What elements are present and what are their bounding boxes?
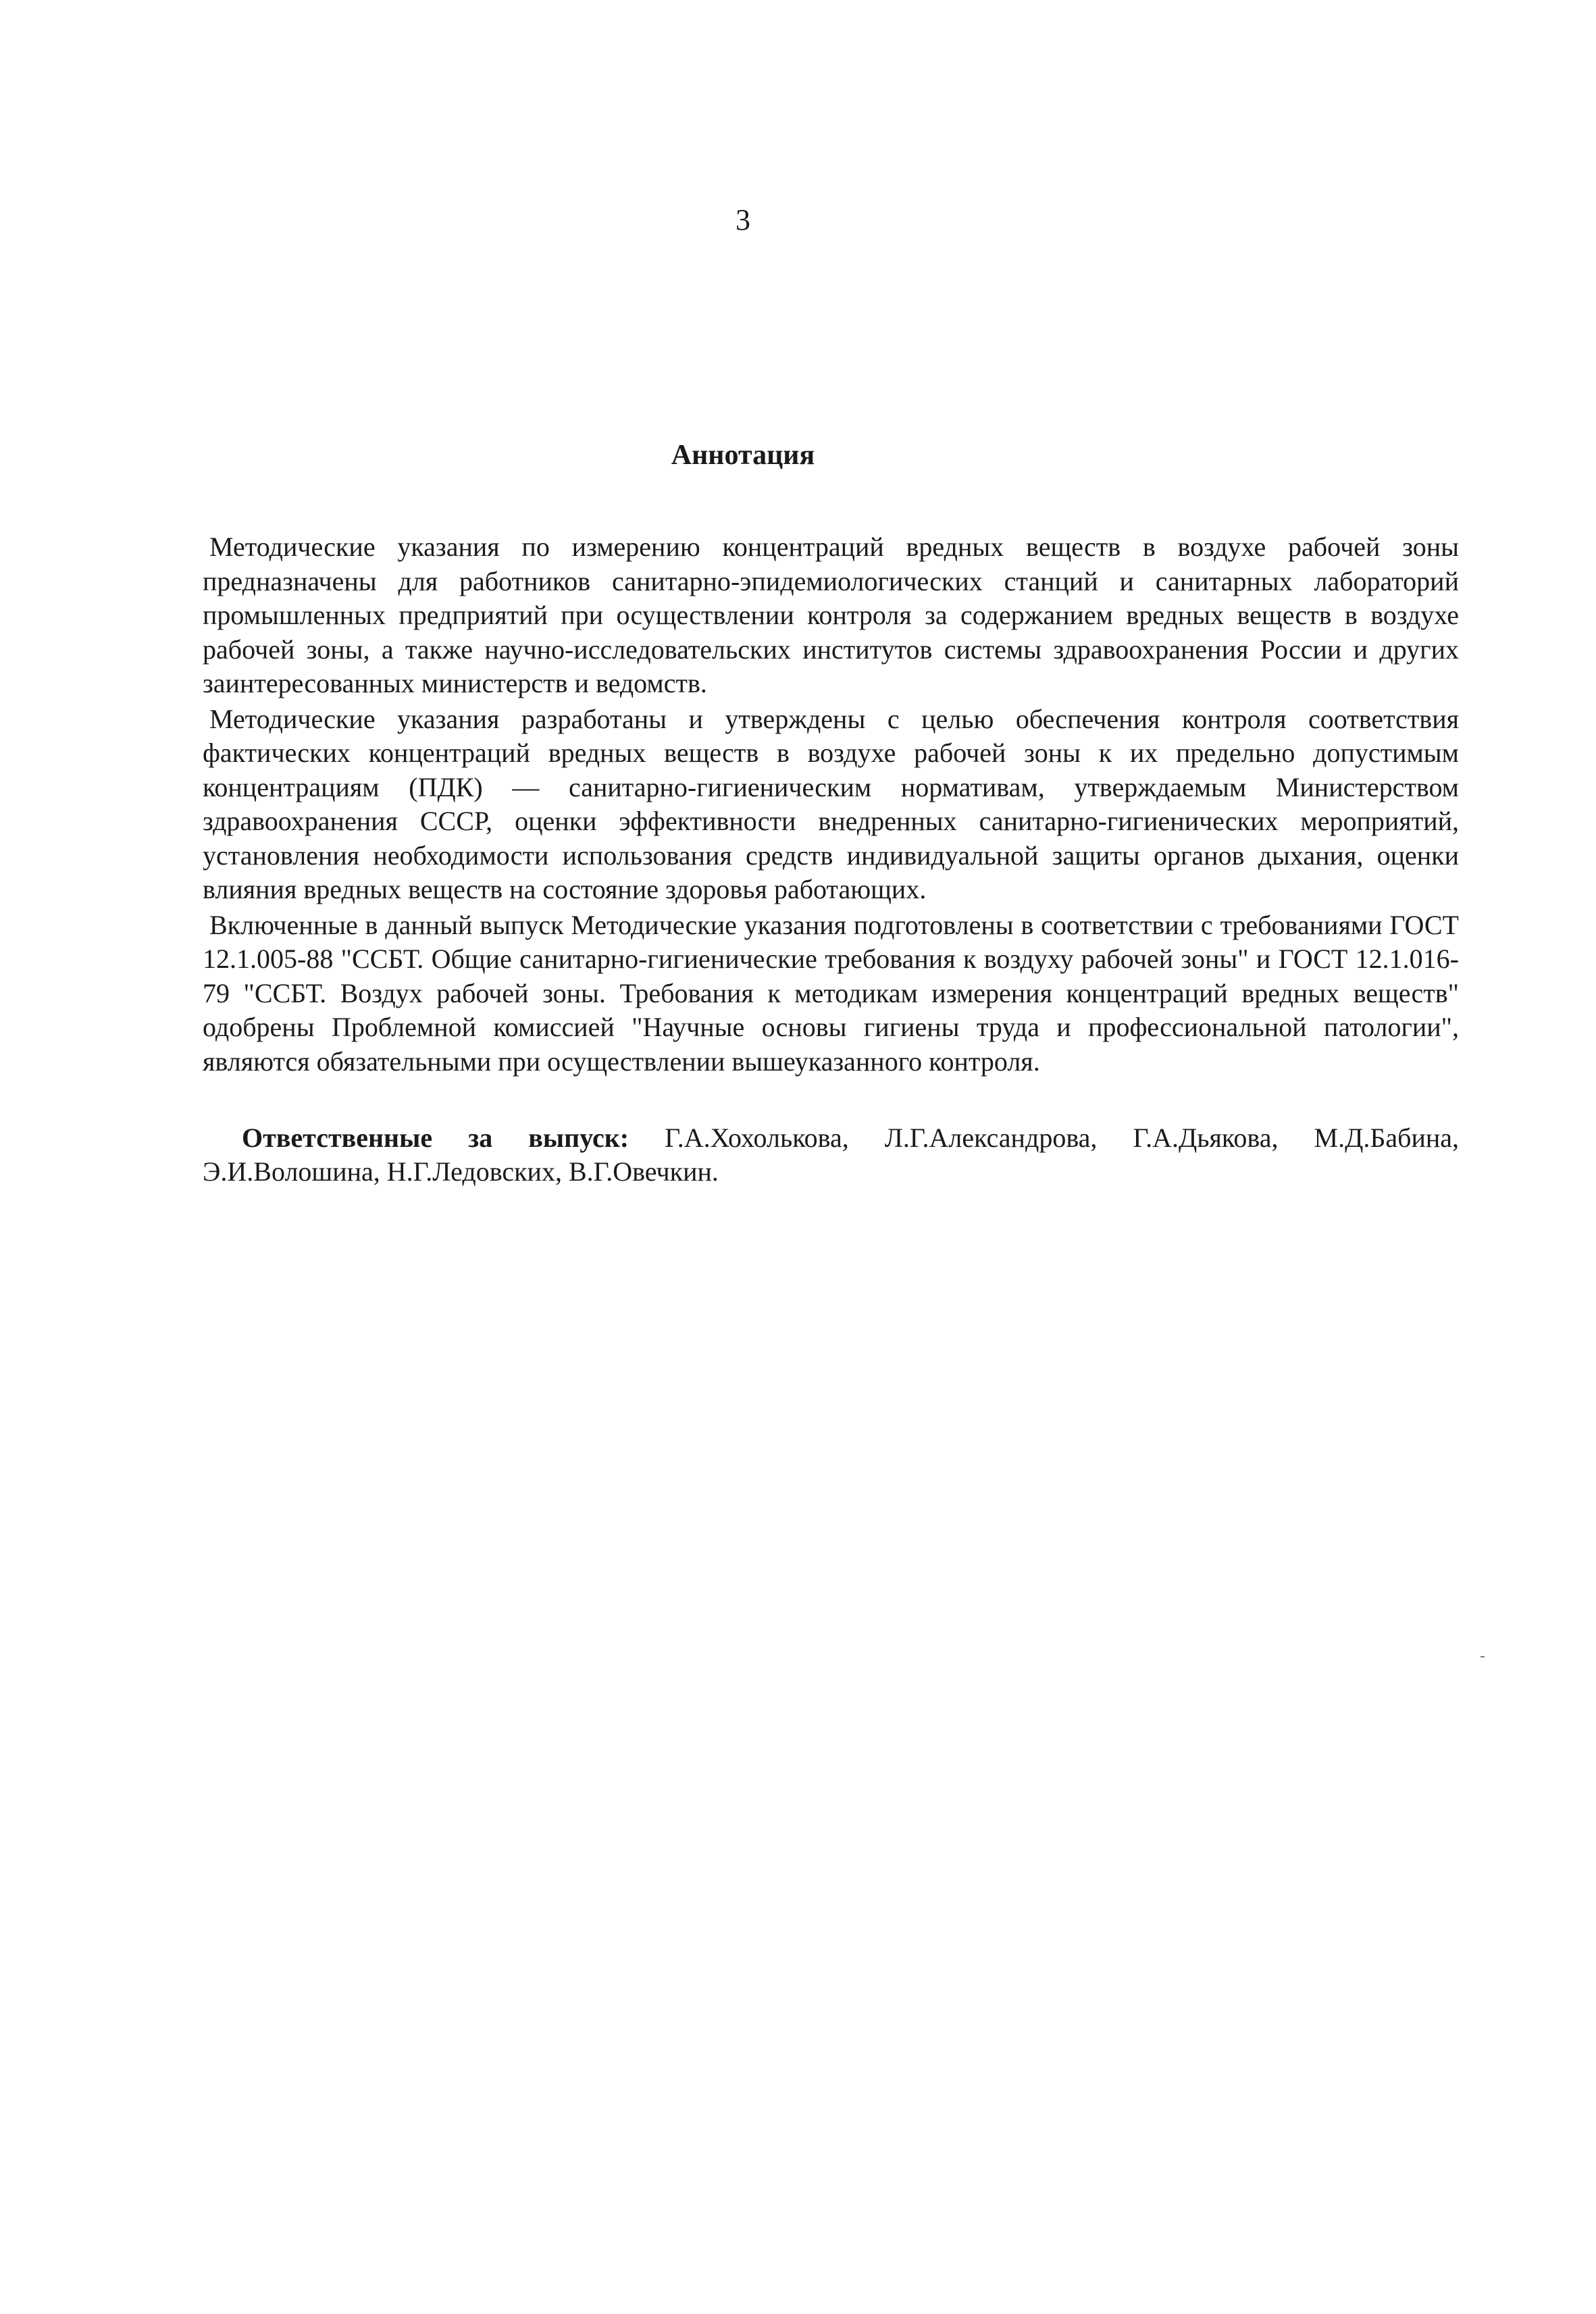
responsible-persons bbox=[203, 1121, 1459, 1189]
page-number: 3 bbox=[736, 203, 750, 236]
annotation-paragraph-2: Методические указания разработаны и утверждены с целью обеспечения контроля соответствия фактических концентраций вредных веществ в воздухе рабочей зоны к их предельно допустимым концентрациям (ПДК) — санитарно-гигиеническим нормативам, утверждаемым Министерством здравоохранения СССР, оценки эффективности внедренных санитарно-гигиенических мероприятий, установления необходимости использования средств индивидуальной защиты органов дыхания, оценки влияния вредных веществ на состояние здоровья работающих. bbox=[203, 703, 1459, 904]
responsible-persons-label: Ответственные за выпуск: bbox=[242, 1123, 629, 1153]
scan-margin-mark bbox=[1481, 1656, 1485, 1657]
annotation-paragraph-1: Методические указания по измерению концентраций вредных веществ в воздухе рабочей зоны предназначены для работников санитарно-эпидемиологических станций и санитарных лабораторий промышленных предприятий при осуществлении контроля за содержанием вредных веществ в воздухе рабочей зоны, а также научно-исследовательских институтов системы здравоохранения России и других заинтересованных министерств и ведомств. bbox=[203, 532, 1459, 698]
annotation-heading: Аннотация bbox=[671, 440, 815, 471]
annotation-paragraph-3: Включенные в данный выпуск Методические указания подготовлены в соответствии с требованиями ГОСТ 12.1.005-88 "ССБТ. Общие санитарно-гигиенические требования к воздуху рабочей зоны" и ГОСТ 12.1.016-79 "ССБТ. Воздух рабочей зоны. Требования к методикам измерения концентраций вредных веществ" одобрены Проблемной комиссией "Научные основы гигиены труда и профессиональной патологии", являются обязательными при осуществлении вышеуказанного контроля. bbox=[203, 909, 1459, 1077]
annotation-body bbox=[203, 530, 1459, 1079]
responsible-persons-names: Г.А.Хохолькова, Л.Г.Александрова, Г.А.Дьякова, М.Д.Бабина, Э.И.Волошина, Н.Г.Ледовских, В.Г.Овечкин. bbox=[203, 1123, 1460, 1187]
